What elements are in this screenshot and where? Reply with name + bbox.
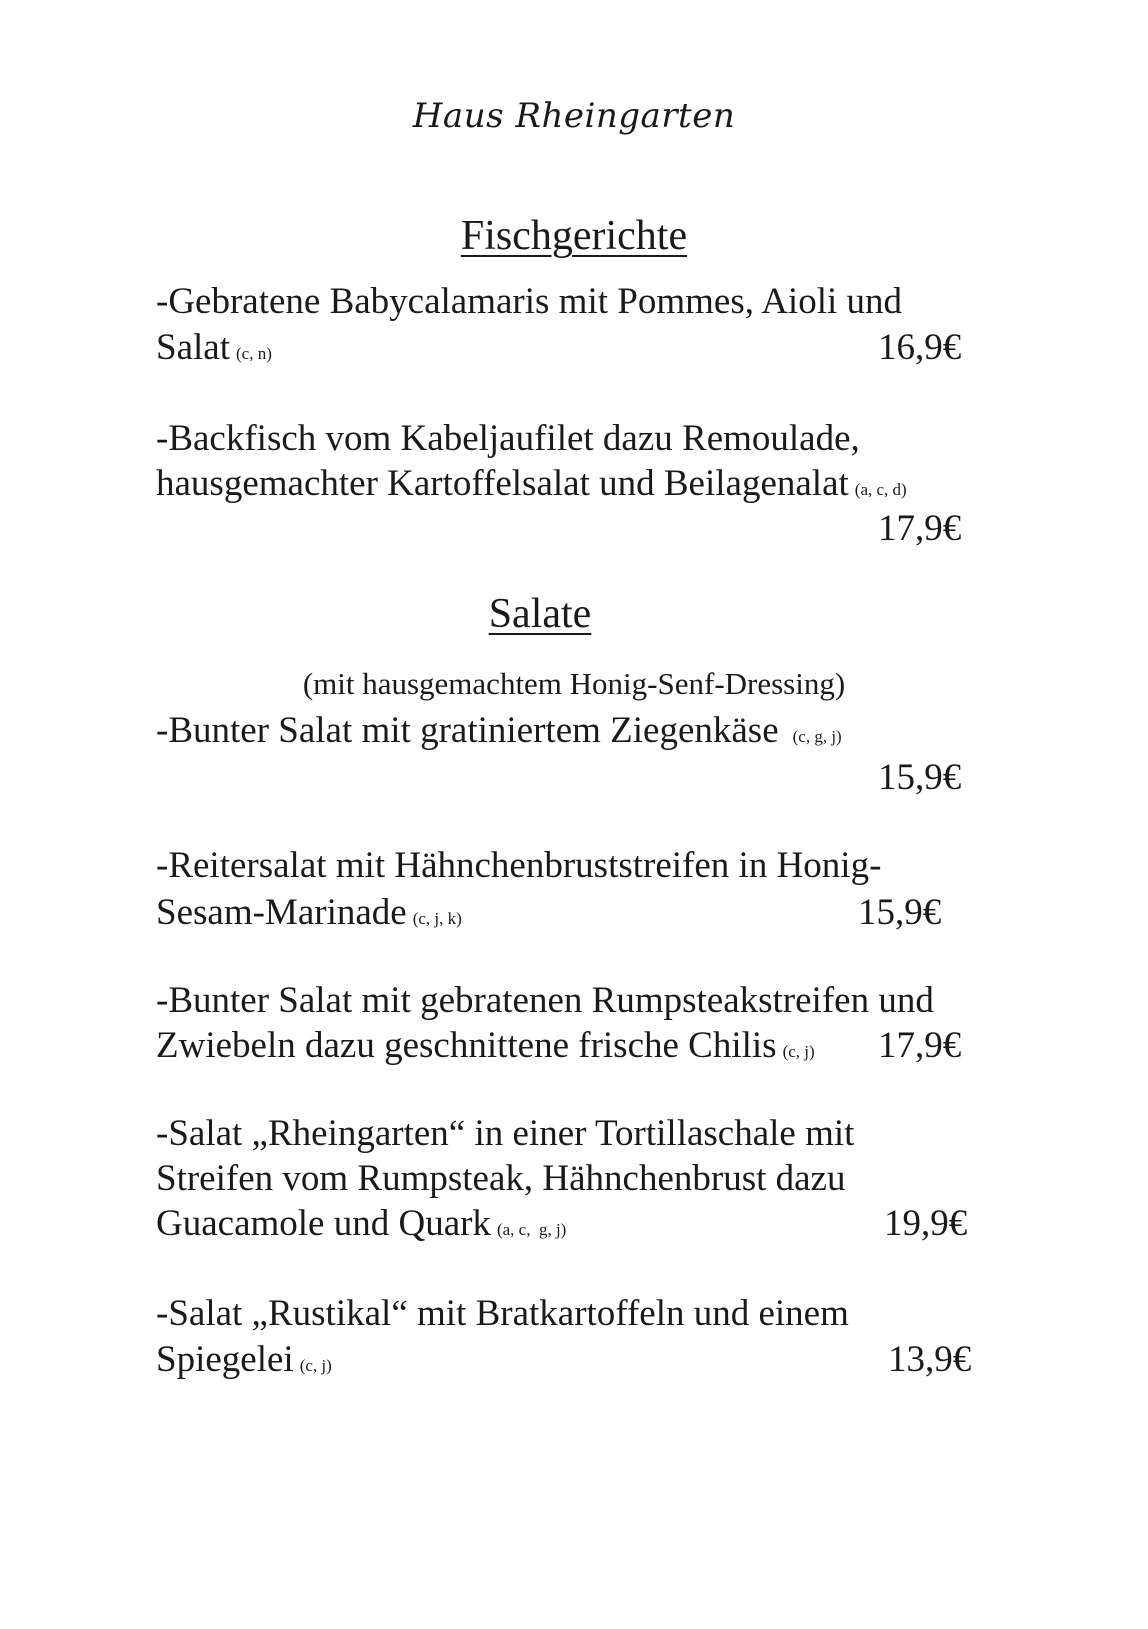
item-price: 13,9€	[888, 1339, 972, 1380]
item-name-line	[156, 1201, 566, 1253]
item-name-line	[156, 1023, 815, 1075]
allergen-codes: (c, g, j)	[792, 727, 842, 746]
item-name-line: -Salat „Rustikal“ mit Bratkartoffeln und einem	[156, 1293, 849, 1334]
item-name-text: hausgemachter Kartoffelsalat und Beilagenalat	[156, 463, 849, 504]
section-heading-fischgerichte: Fischgerichte	[460, 213, 688, 259]
item-name-text: -Bunter Salat mit gratiniertem Ziegenkäse	[156, 710, 779, 751]
item-name-line: -Backfisch vom Kabeljaufilet dazu Remoulade,	[156, 418, 860, 459]
item-name-line: -Reitersalat mit Hähnchenbruststreifen in Honig-	[156, 845, 882, 886]
allergen-codes: (c, j)	[299, 1356, 332, 1375]
item-name-text: Salat	[156, 327, 230, 368]
allergen-codes: (c, n)	[235, 344, 272, 363]
allergen-codes: (c, j, k)	[412, 909, 462, 928]
item-name-line	[156, 1337, 332, 1389]
allergen-codes: (c, j)	[782, 1042, 815, 1061]
item-name-line	[156, 461, 907, 513]
section-note: (mit hausgemachtem Honig-Senf-Dressing)	[302, 666, 846, 701]
item-name-text: Guacamole und Quark	[156, 1203, 491, 1244]
item-name-line	[156, 325, 272, 377]
item-name-line: Streifen vom Rumpsteak, Hähnchenbrust dazu	[156, 1158, 846, 1199]
item-price: 15,9€	[878, 757, 962, 798]
item-name-line: -Bunter Salat mit gebratenen Rumpsteakstreifen und	[156, 980, 934, 1021]
item-price: 19,9€	[884, 1203, 968, 1244]
item-name-text: Zwiebeln dazu geschnittene frische Chilis	[156, 1025, 777, 1066]
item-price: 17,9€	[878, 508, 962, 549]
item-name-line: -Salat „Rheingarten“ in einer Tortillaschale mit	[156, 1113, 855, 1154]
allergen-codes: (a, c, g, j)	[496, 1220, 567, 1239]
item-price: 15,9€	[858, 892, 942, 933]
item-price: 17,9€	[878, 1025, 962, 1066]
allergen-codes: (a, c, d)	[854, 480, 907, 499]
item-name-line	[156, 708, 842, 760]
item-name-line	[156, 890, 462, 942]
restaurant-name: Haus Rheingarten	[412, 96, 736, 136]
item-name-text: Sesam-Marinade	[156, 892, 407, 933]
item-name-line: -Gebratene Babycalamaris mit Pommes, Aioli und	[156, 281, 902, 322]
item-price: 16,9€	[878, 327, 962, 368]
item-name-text: Spiegelei	[156, 1339, 294, 1380]
section-heading-salate: Salate	[488, 591, 592, 637]
